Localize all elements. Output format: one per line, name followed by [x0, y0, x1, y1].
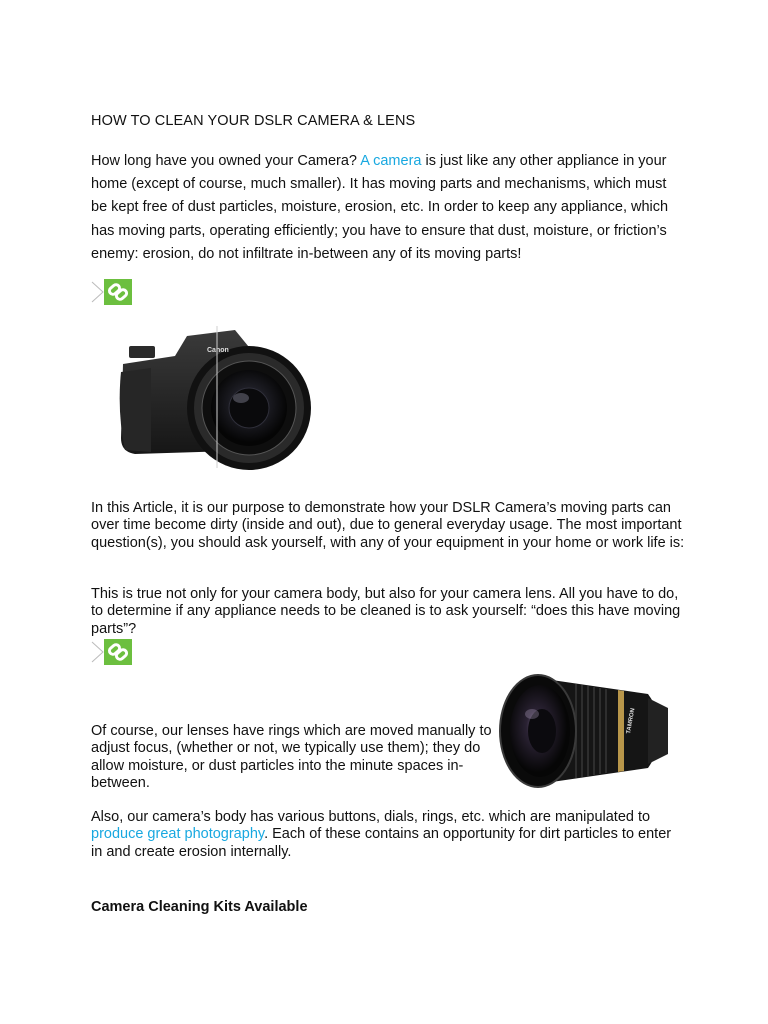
produce-great-photography-link[interactable]: produce great photography	[91, 826, 265, 843]
a-camera-link[interactable]: A camera	[360, 153, 422, 169]
article-title: HOW TO CLEAN YOUR DSLR CAMERA & LENS	[91, 113, 416, 129]
link-chain-icon[interactable]	[90, 278, 134, 306]
para5-text-before: Also, our camera’s body has various buttons, dials, rings, etc. which are manipulated to	[91, 809, 651, 825]
paragraph-4: Of course, our lenses have rings which are moved manually to adjust focus, (whether or not, we typically use them); they do allow moisture, or dust particles into the minute spaces in-between.	[91, 723, 492, 792]
camera-lens-image	[498, 668, 676, 792]
section-heading: Camera Cleaning Kits Available	[91, 899, 308, 915]
intro-text-before: How long have you owned your Camera?	[91, 153, 361, 169]
dslr-camera-image	[115, 322, 315, 470]
paragraph-5	[91, 809, 686, 861]
camera-brand-text: Canon	[207, 347, 229, 354]
paragraph-2: In this Article, it is our purpose to demonstrate how your DSLR Camera’s moving parts can over time become dirty (inside and out), due to general everyday usage. The most important question(s), you should ask yourself, with any of your equipment in your home or work life is:	[91, 500, 685, 551]
link-chain-icon[interactable]	[90, 638, 134, 666]
paragraph-3: This is true not only for your camera body, but also for your camera lens. All you have to do, to determine if any appliance needs to be cleaned is to ask yourself: “does this have moving parts”?	[91, 586, 681, 637]
intro-paragraph	[91, 150, 681, 266]
intro-text-after: is just like any other appliance in your home (except of course, much smaller). It has moving parts and mechanisms, which must be kept free of dust particles, moisture, erosion, etc. In order to keep any appliance, which has moving parts, operating efficiently; you have to ensure that dust, moisture, or friction’s enemy: erosion, do not infiltrate in-between any of its moving parts!	[91, 153, 669, 262]
lens-brand-text: TAMRON	[626, 707, 637, 735]
para5-text-after: . Each of these contains an opportunity for dirt particles to enter in and create erosion internally.	[91, 826, 672, 860]
